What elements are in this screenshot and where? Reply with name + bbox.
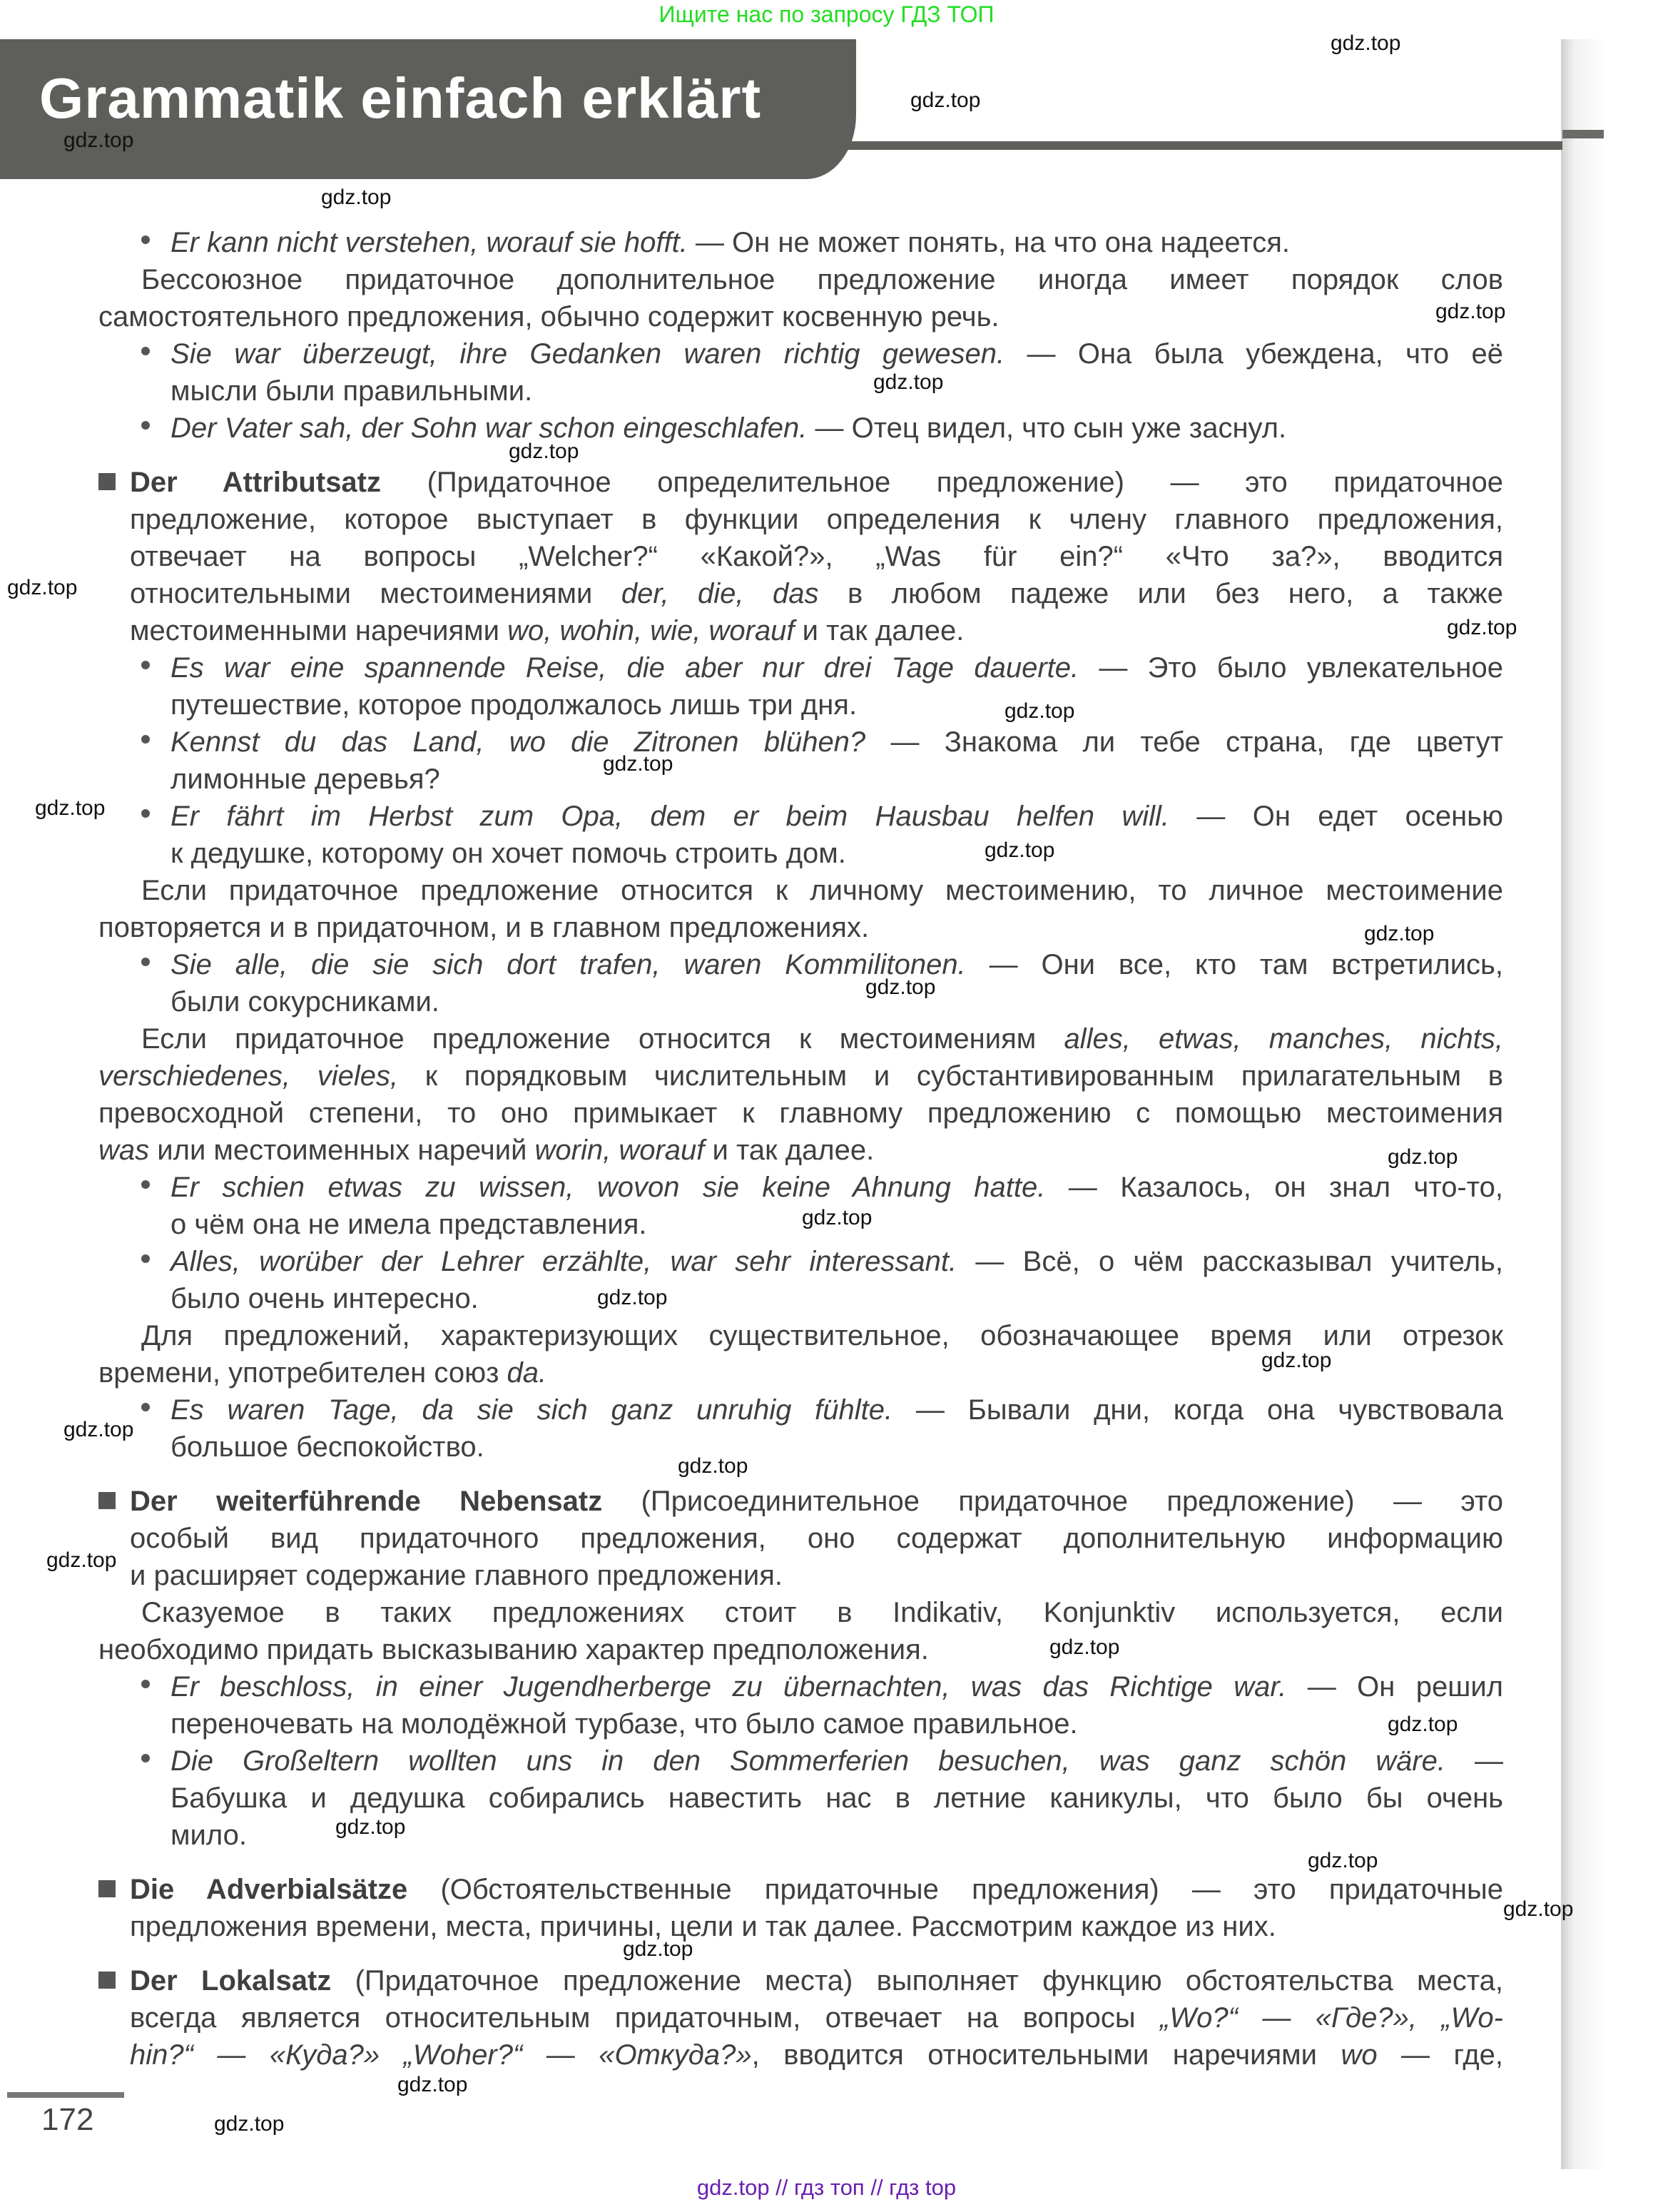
text-segment: местоименными наречиями <box>130 615 508 646</box>
text-line <box>130 612 1503 649</box>
term-heading: Der weiterführende Nebensatz <box>130 1486 603 1517</box>
text-segment: — Отец видел, что сын уже заснул. <box>807 412 1287 444</box>
text-line <box>141 1020 1503 1057</box>
text-segment: (Присоединительное придаточное предложение) — это <box>602 1486 1503 1517</box>
text-segment: предложение, которое выступает в функции определения к члену главного предложения, <box>130 504 1503 535</box>
german-text: Kennst du das Land, wo die Zitronen blühen? <box>171 726 866 758</box>
text-segment: времени, употребителен союз <box>98 1357 507 1389</box>
text-segment: , вводится относительными наречиями <box>751 2039 1341 2071</box>
text-line <box>171 1429 1503 1466</box>
page-number: 172 <box>41 2102 94 2137</box>
example-item <box>98 224 1503 261</box>
text-segment: — Он решил <box>1286 1671 1503 1703</box>
text-segment: путешествие, которое продолжалось лишь три дня. <box>171 689 858 721</box>
text-segment: — <box>1445 1745 1503 1777</box>
page-edge-shadow <box>1561 39 1605 2169</box>
text-segment: — Всё, о чём рассказывал учитель, <box>957 1246 1504 1277</box>
text-segment: и так далее. <box>704 1135 875 1166</box>
german-text: alles, etwas, manches, nichts, <box>1064 1023 1503 1055</box>
text-line <box>130 1557 1503 1594</box>
german-text: Er kann nicht verstehen, worauf sie hofft. <box>171 227 688 258</box>
term-heading: Die Adverbialsätze <box>130 1874 408 1905</box>
watermark: gdz.top <box>1388 1145 1458 1169</box>
text-segment: большое беспокойство. <box>171 1431 484 1463</box>
header-rule-edge <box>1562 130 1604 138</box>
text-line <box>171 798 1503 835</box>
text-segment: о чём она не имела представления. <box>171 1209 647 1240</box>
text-segment: повторяется и в придаточном, и в главном предложениях. <box>98 912 870 943</box>
text-line <box>171 724 1503 761</box>
text-segment: — Он едет осенью <box>1169 801 1503 832</box>
text-line <box>171 1243 1503 1280</box>
example-item <box>98 335 1503 410</box>
text-segment: — Она была убеждена, что её <box>1004 338 1503 370</box>
paragraph <box>98 1594 1503 1668</box>
text-segment: (Придаточное определительное предложение) — это придаточное <box>381 467 1504 498</box>
bullet-icon <box>141 1180 150 1189</box>
square-bullet-icon <box>98 473 116 490</box>
text-segment: — Бывали дни, когда она чувствовала <box>892 1394 1503 1426</box>
text-segment: (Придаточное предложение места) выполняет функцию обстоятельства места, <box>331 1965 1503 1997</box>
german-text: worin, worauf <box>534 1135 705 1166</box>
text-segment: Сказуемое в таких предложениях стоит в Indikativ, Konjunktiv используется, если <box>141 1597 1503 1628</box>
bottom-banner-link[interactable]: gdz.top // гдз топ // гдз top <box>696 2175 957 2200</box>
example-item <box>98 798 1503 872</box>
text-line <box>130 2036 1503 2074</box>
text-segment: было очень интересно. <box>171 1283 479 1314</box>
text-segment: — Знакома ли тебе страна, где цветут <box>865 726 1503 758</box>
text-line <box>171 1169 1503 1206</box>
watermark: gdz.top <box>623 1937 693 1961</box>
watermark: gdz.top <box>63 128 134 152</box>
watermark: gdz.top <box>1435 300 1506 323</box>
example-item <box>98 410 1503 447</box>
watermark: gdz.top <box>678 1454 748 1478</box>
german-text: verschiedenes, vieles, <box>98 1060 399 1092</box>
text-segment: Если придаточное предложение относится к местоимениям <box>141 1023 1064 1055</box>
text-segment: самостоятельного предложения, обычно содержит косвенную речь. <box>98 301 1000 333</box>
watermark: gdz.top <box>63 1418 134 1441</box>
text-line <box>171 224 1503 261</box>
top-banner-link[interactable]: Ищите нас по запросу ГДЗ ТОП <box>658 1 995 27</box>
bullet-icon <box>141 735 150 744</box>
example-item <box>98 649 1503 724</box>
header-rule <box>828 141 1562 150</box>
watermark: gdz.top <box>1503 1897 1574 1921</box>
text-segment: Для предложений, характеризующих существительное, обозначающее время или отрезок <box>141 1320 1503 1351</box>
text-line <box>130 575 1503 612</box>
example-item <box>98 1668 1503 1742</box>
bullet-icon <box>141 958 150 966</box>
text-line <box>98 1057 1503 1095</box>
text-segment: были сокурсниками. <box>171 986 439 1018</box>
text-line <box>171 686 1503 724</box>
page-title: Grammatik einfach erklärt <box>39 66 762 130</box>
watermark: gdz.top <box>35 796 106 820</box>
term-heading: Der Lokalsatz <box>130 1965 332 1997</box>
text-segment: и так далее. <box>794 615 965 646</box>
watermark: gdz.top <box>910 88 981 112</box>
text-line <box>171 1742 1503 1780</box>
paragraph <box>98 261 1506 335</box>
bullet-icon <box>141 1403 150 1411</box>
text-segment: Бессоюзное придаточное дополнительное предложение иногда имеет порядок слов <box>141 264 1503 295</box>
text-segment: относительными местоимениями <box>130 578 621 609</box>
german-text: Die Großeltern wollten uns in den Sommerferien besuchen, was ganz schön wäre. <box>171 1745 1446 1777</box>
text-line <box>171 1668 1503 1705</box>
german-text: Sie war überzeugt, ihre Gedanken waren richtig gewesen. <box>171 338 1005 370</box>
example-item <box>98 1742 1503 1854</box>
example-item <box>98 1391 1503 1466</box>
text-segment: мило. <box>171 1820 247 1851</box>
section-paragraph <box>98 464 1503 649</box>
watermark: gdz.top <box>865 975 936 999</box>
watermark: gdz.top <box>873 370 944 394</box>
text-line <box>98 1095 1503 1132</box>
text-line <box>171 1705 1503 1742</box>
text-line <box>171 410 1503 447</box>
text-segment: (Обстоятельственные придаточные предложения) — это придаточные <box>407 1874 1504 1905</box>
term-heading: Der Attributsatz <box>130 467 382 498</box>
text-line <box>130 538 1503 575</box>
watermark: gdz.top <box>1447 616 1517 639</box>
text-segment: особый вид придаточного предложения, оно содержат дополнительную информацию <box>130 1523 1503 1554</box>
text-segment: переночевать на молодёжной турбазе, что было самое правильное. <box>171 1708 1078 1740</box>
watermark: gdz.top <box>214 2112 285 2136</box>
square-bullet-icon <box>98 1880 116 1897</box>
bullet-icon <box>141 1754 150 1762</box>
text-line <box>141 1594 1503 1631</box>
watermark: gdz.top <box>597 1286 668 1309</box>
text-line <box>130 1871 1503 1908</box>
page-number-rule <box>7 2092 124 2098</box>
german-text: Alles, worüber der Lehrer erzählte, war sehr interessant. <box>171 1246 957 1277</box>
bullet-icon <box>141 421 150 430</box>
text-line <box>171 946 1503 983</box>
text-segment: превосходной степени, то оно примыкает к главному предложению с помощью местоимения <box>98 1097 1503 1129</box>
german-text: „Wo?“ — «Где?», „Wo- <box>1160 2002 1503 2034</box>
watermark: gdz.top <box>397 2073 468 2096</box>
text-line <box>130 1962 1503 1999</box>
german-text: Der Vater sah, der Sohn war schon eingeschlafen. <box>171 412 808 444</box>
text-line <box>98 1132 1503 1169</box>
german-text: da. <box>507 1357 547 1389</box>
text-segment: в любом падеже или без него, а также <box>818 578 1504 609</box>
german-text: wo <box>1341 2039 1378 2071</box>
watermark: gdz.top <box>1331 31 1401 55</box>
text-segment: к порядковым числительным и субстантивированным прилагательным в <box>398 1060 1503 1092</box>
watermark: gdz.top <box>509 440 579 463</box>
text-line <box>171 1391 1503 1429</box>
text-line <box>98 298 1506 335</box>
text-segment: необходимо придать высказыванию характер предположения. <box>98 1634 929 1665</box>
square-bullet-icon <box>98 1492 116 1509</box>
watermark: gdz.top <box>802 1206 873 1229</box>
bullet-icon <box>141 235 150 244</box>
text-segment: — Они все, кто там встретились, <box>965 949 1504 980</box>
watermark: gdz.top <box>335 1815 406 1839</box>
example-item <box>98 1169 1503 1243</box>
watermark: gdz.top <box>1004 699 1075 723</box>
text-segment: — Казалось, он знал что-то, <box>1045 1172 1503 1203</box>
text-line <box>130 1483 1503 1520</box>
text-segment: предложения времени, места, причины, цели и так далее. Рассмотрим каждое из них. <box>130 1911 1276 1942</box>
text-line <box>171 335 1503 372</box>
watermark: gdz.top <box>1364 922 1435 945</box>
text-line <box>171 761 1503 798</box>
text-line <box>130 1520 1503 1557</box>
german-text: Er schien etwas zu wissen, wovon sie keine Ahnung hatte. <box>171 1172 1046 1203</box>
text-line <box>171 372 1503 410</box>
watermark: gdz.top <box>603 752 673 776</box>
text-segment: или местоименных наречий <box>149 1135 535 1166</box>
german-text: Sie alle, die sie sich dort trafen, waren Kommilitonen. <box>171 949 966 980</box>
text-line <box>171 983 1503 1020</box>
text-segment: — Он не может понять, на что она надеется. <box>687 227 1290 258</box>
example-item <box>98 946 1503 1020</box>
bullet-icon <box>141 809 150 818</box>
german-text: Er fährt im Herbst zum Opa, dem er beim Hausbau helfen will. <box>171 801 1170 832</box>
square-bullet-icon <box>98 1972 116 1989</box>
german-text: der, die, das <box>621 578 819 609</box>
text-line <box>171 835 1503 872</box>
watermark: gdz.top <box>46 1548 117 1572</box>
german-text: Es war eine spannende Reise, die aber nur drei Tage dauerte. <box>171 652 1079 684</box>
text-segment: Бабушка и дедушка собирались навестить нас в летние каникулы, что было бы очень <box>171 1782 1503 1814</box>
text-segment: к дедушке, которому он хочет помочь строить дом. <box>171 838 846 869</box>
text-line <box>130 1908 1503 1945</box>
watermark: gdz.top <box>985 838 1055 862</box>
paragraph <box>98 872 1503 946</box>
text-segment: Если придаточное предложение относится к личному местоимению, то личное местоимение <box>141 875 1503 906</box>
section-paragraph <box>98 1871 1503 1945</box>
watermark: gdz.top <box>7 576 78 599</box>
text-line <box>130 501 1503 538</box>
bullet-icon <box>141 1680 150 1688</box>
watermark: gdz.top <box>1261 1349 1332 1372</box>
bullet-icon <box>141 1254 150 1263</box>
german-text: Es waren Tage, da sie sich ganz unruhig fühlte. <box>171 1394 893 1426</box>
text-segment: и расширяет содержание главного предложения. <box>130 1560 783 1591</box>
text-segment: лимонные деревья? <box>171 763 440 795</box>
text-segment: всегда является относительным придаточным, отвечает на вопросы <box>130 2002 1161 2034</box>
paragraph <box>98 1020 1503 1169</box>
watermark: gdz.top <box>1308 1849 1378 1872</box>
german-text: hin?“ — «Куда?» „Woher?“ — «Откуда?» <box>130 2039 752 2071</box>
example-item <box>98 1243 1503 1317</box>
text-segment: — где, <box>1377 2039 1504 2071</box>
section-paragraph <box>98 1483 1503 1594</box>
section-paragraph <box>98 1962 1503 2074</box>
watermark: gdz.top <box>1049 1635 1120 1659</box>
text-line <box>98 1631 1503 1668</box>
text-line <box>141 872 1503 909</box>
text-segment: отвечает на вопросы „Welcher?“ «Какой?», „Was für ein?“ «Что за?», вводится <box>130 541 1503 572</box>
text-line <box>171 649 1503 686</box>
page-body <box>98 224 1506 2074</box>
text-segment: мысли были правильными. <box>171 375 533 407</box>
bullet-icon <box>141 661 150 669</box>
text-line <box>141 261 1503 298</box>
watermark: gdz.top <box>1388 1713 1458 1736</box>
text-line <box>130 1999 1503 2036</box>
text-line <box>171 1280 1503 1317</box>
german-text: was <box>98 1135 150 1166</box>
text-segment: — Это было увлекательное <box>1079 652 1503 684</box>
text-line <box>98 909 1503 946</box>
german-text: wo, wohin, wie, worauf <box>507 615 795 646</box>
text-line <box>171 1780 1503 1817</box>
example-item <box>98 724 1503 798</box>
german-text: Er beschloss, in einer Jugendherberge zu übernachten, was das Richtige war. <box>171 1671 1287 1703</box>
watermark: gdz.top <box>321 186 392 209</box>
bullet-icon <box>141 347 150 355</box>
text-line <box>130 464 1503 501</box>
